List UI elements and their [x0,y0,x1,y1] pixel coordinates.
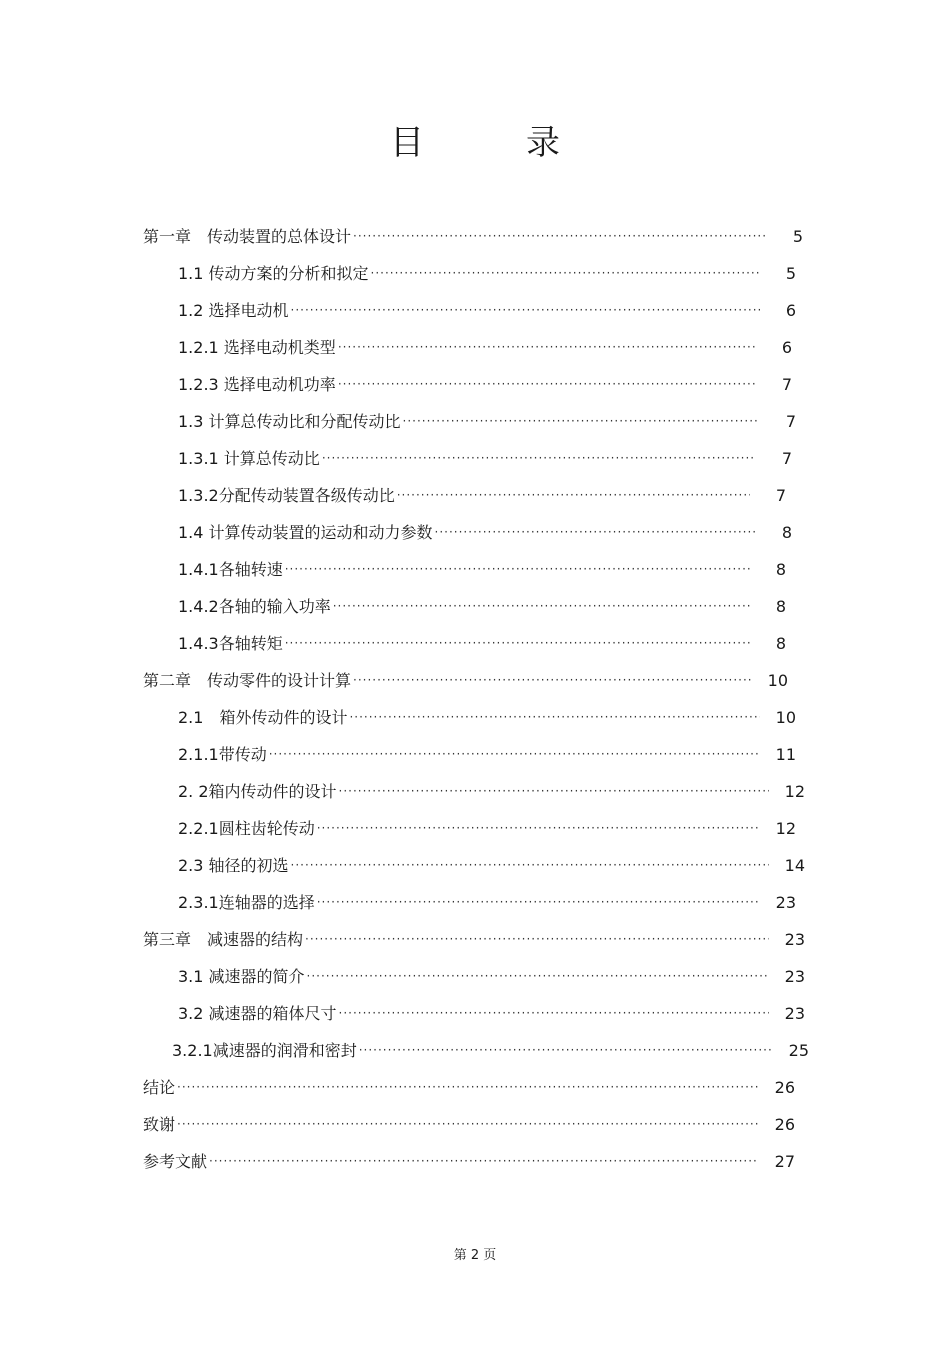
toc-entry-page: 23 [784,967,805,986]
toc-title: 目 录 [390,123,594,163]
toc-entry-page: 10 [775,708,796,727]
toc-entry-label: 致谢 [143,1115,176,1134]
toc-entry-page: 5 [785,264,796,283]
page-number-footer: 第 2 页 [453,1248,497,1263]
toc-entry-label: 1.4.1各轴转速 [178,560,283,579]
toc-entry[interactable] [178,514,792,551]
toc-leader-dots [339,995,769,1032]
toc-entry-page: 27 [774,1152,795,1171]
toc-leader-dots [338,366,756,403]
toc-entry-page: 8 [781,523,792,542]
toc-leader-dots [291,292,760,329]
toc-leader-dots [322,440,756,477]
table-of-contents [0,218,950,1198]
toc-entry[interactable] [178,551,786,588]
toc-leader-dots [285,625,750,662]
toc-entry[interactable] [143,662,788,699]
toc-leader-dots [317,884,760,921]
toc-entry[interactable] [178,995,805,1032]
toc-leader-dots [339,773,769,810]
toc-entry-page: 12 [775,819,796,838]
toc-entry-page: 26 [774,1115,795,1134]
toc-leader-dots [317,810,760,847]
toc-entry-label: 1.3 计算总传动比和分配传动比 [178,412,401,431]
toc-entry-label: 1.1 传动方案的分析和拟定 [178,264,369,283]
toc-entry-label: 3.1 减速器的简介 [178,967,305,986]
toc-entry[interactable] [143,1143,795,1180]
toc-entry-page: 7 [775,486,786,505]
toc-entry[interactable] [178,810,796,847]
toc-entry[interactable] [172,1032,809,1069]
toc-leader-dots [333,588,750,625]
toc-entry-label: 2.1 箱外传动件的设计 [178,708,348,727]
toc-entry[interactable] [178,403,796,440]
toc-entry[interactable] [178,699,796,736]
toc-leader-dots [177,1106,759,1143]
toc-entry-label: 1.3.1 计算总传动比 [178,449,320,468]
toc-leader-dots [403,403,760,440]
toc-leader-dots [285,551,750,588]
toc-entry-label: 第二章 传动零件的设计计算 [143,671,352,690]
toc-entry[interactable] [143,1106,795,1143]
toc-entry-page: 23 [775,893,796,912]
toc-entry-label: 2.3 轴径的初选 [178,856,289,875]
toc-entry[interactable] [178,773,805,810]
toc-leader-dots [209,1143,759,1180]
toc-entry-page: 6 [785,301,796,320]
toc-entry-page: 8 [775,597,786,616]
toc-entry-page: 7 [781,449,792,468]
toc-entry-page: 7 [781,375,792,394]
toc-entry-page: 23 [784,1004,805,1023]
toc-entry-label: 2.1.1带传动 [178,745,267,764]
toc-entry[interactable] [178,366,792,403]
toc-entry-label: 2.3.1连轴器的选择 [178,893,315,912]
toc-entry[interactable] [178,588,786,625]
toc-entry[interactable] [143,218,803,255]
toc-entry-label: 1.2 选择电动机 [178,301,289,320]
toc-leader-dots [269,736,760,773]
toc-leader-dots [349,699,760,736]
toc-entry-page: 10 [767,671,788,690]
toc-entry[interactable] [178,329,792,366]
toc-entry-label: 参考文献 [143,1152,208,1171]
toc-leader-dots [359,1032,773,1069]
toc-entry-label: 1.2.3 选择电动机功率 [178,375,336,394]
toc-entry[interactable] [178,292,796,329]
toc-leader-dots [338,329,756,366]
toc-entry[interactable] [178,255,796,292]
toc-leader-dots [177,1069,759,1106]
toc-entry-label: 3.2 减速器的箱体尺寸 [178,1004,337,1023]
toc-entry[interactable] [178,440,792,477]
toc-entry[interactable] [178,736,796,773]
toc-leader-dots [397,477,750,514]
toc-entry[interactable] [143,921,805,958]
toc-leader-dots [291,847,769,884]
toc-entry-page: 25 [788,1041,809,1060]
toc-entry-label: 1.2.1 选择电动机类型 [178,338,336,357]
toc-leader-dots [353,218,767,255]
toc-entry[interactable] [178,625,786,662]
toc-entry[interactable] [178,847,805,884]
toc-entry-page: 5 [792,227,803,246]
toc-entry-page: 7 [785,412,796,431]
toc-entry-label: 1.4 计算传动装置的运动和动力参数 [178,523,433,542]
toc-entry-label: 1.3.2分配传动装置各级传动比 [178,486,395,505]
toc-entry-page: 8 [775,560,786,579]
toc-entry-label: 第一章 传动装置的总体设计 [143,227,352,246]
toc-entry-label: 3.2.1减速器的润滑和密封 [172,1041,357,1060]
toc-entry-page: 6 [781,338,792,357]
toc-entry-label: 结论 [143,1078,176,1097]
toc-leader-dots [305,921,769,958]
toc-entry[interactable] [178,958,805,995]
toc-entry-label: 1.4.3各轴转矩 [178,634,283,653]
toc-entry-page: 26 [774,1078,795,1097]
toc-entry-label: 2. 2箱内传动件的设计 [178,782,337,801]
toc-entry[interactable] [143,1069,795,1106]
toc-entry-label: 第三章 减速器的结构 [143,930,304,949]
toc-entry-page: 12 [784,782,805,801]
toc-entry-page: 23 [784,930,805,949]
toc-leader-dots [371,255,760,292]
toc-entry-label: 1.4.2各轴的输入功率 [178,597,331,616]
toc-entry-label: 2.2.1圆柱齿轮传动 [178,819,315,838]
toc-entry-page: 11 [775,745,796,764]
toc-leader-dots [435,514,756,551]
toc-entry-page: 8 [775,634,786,653]
toc-leader-dots [353,662,752,699]
toc-entry[interactable] [178,477,786,514]
toc-entry-page: 14 [784,856,805,875]
toc-leader-dots [307,958,769,995]
toc-entry[interactable] [178,884,796,921]
